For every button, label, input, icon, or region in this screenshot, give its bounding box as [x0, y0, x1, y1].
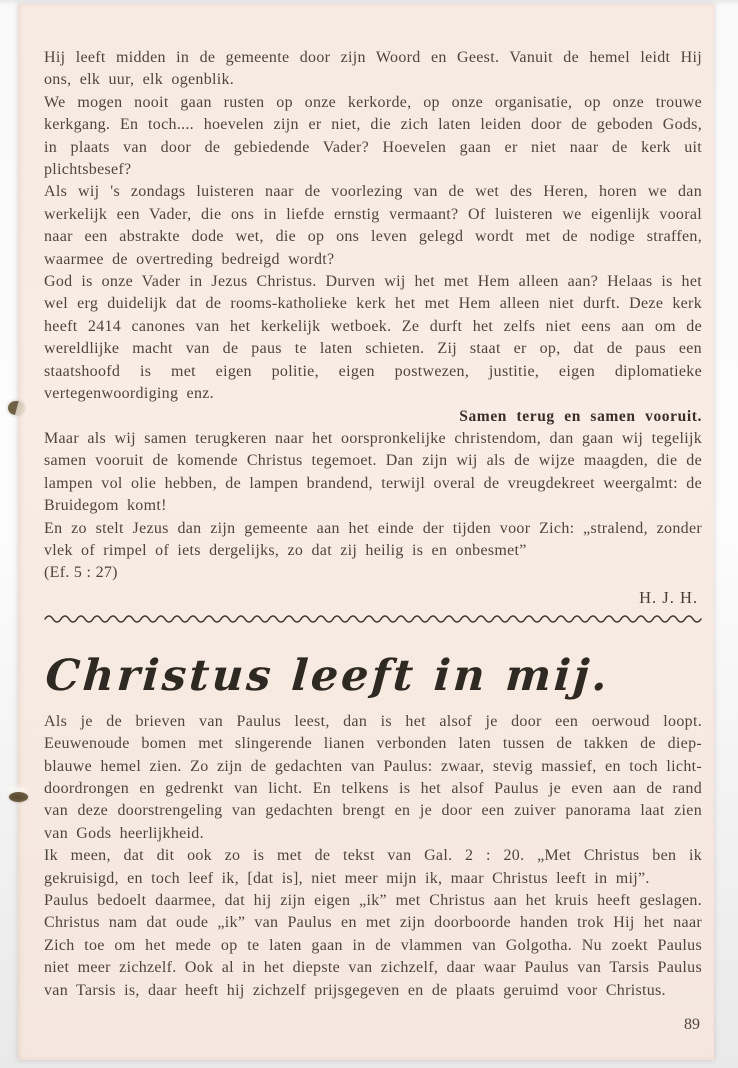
page-paper: [18, 4, 714, 1060]
paragraph-gemeente-1: Hij leeft midden in de gemeente door zijn Woord en Geest. Vanuit de hemel leidt Hij ons, elk uur, elk ogenblik.: [44, 49, 702, 89]
section-subheading: Samen terug en samen vooruit.: [459, 407, 702, 425]
paragraph-gemeente-4: God is onze Vader in Jezus Christus. Durven wij het met Hem alleen aan? Helaas is het wel erg duidelijk dat de rooms-katholieke kerk het met Hem alleen niet durft. Deze kerk heeft 2414 canones van het kerkelijk wetboek. Ze durft het zelfs niet eens aan om de wereldlijke macht van de paus te laten schieten. Zij staat er op, dat de paus een staatshoofd is met eigen politie, eigen postwezen, justitie, eigen diplomatieke vertegenwoordiging enz.: [44, 273, 702, 403]
article-title: Christus leeft in mij.: [43, 650, 612, 701]
paragraph-samen-1: Maar als wij samen terugkeren naar het oorspronkelijke christendom, dan gaan wij tegelijk samen vooruit de komende Christus tegemoet. Dan zijn wij als de wijze maagden, die de lampen vol olie hebben, de lampen brandend, terwijl overal de vreugdekreet weergalmt: de Bruidegom komt!: [44, 429, 702, 515]
wavy-divider-line: [44, 613, 702, 623]
ink-blot-mark-top: [8, 401, 24, 415]
scripture-reference: (Ef. 5 : 27): [44, 564, 118, 582]
paragraph-christus-1: Als je de brieven van Paulus leest, dan is het alsof je door een oerwoud loopt. Eeuwenoude bomen met slingerende lianen verbonden laten tussen de takken de diep-blauwe hemel zien. Zo zijn de gedachten van Paulus: zwaar, stevig massief, en toch licht-doordrongen en gedrenkt van licht. En telkens is het alsof Paulus je even aan de rand van deze doorstrengeling van gedachten brengt en je door een zuiver panorama laat zien van Gods heerlijkheid.: [44, 712, 702, 842]
page-content: [18, 4, 714, 1034]
page-number: 89: [684, 1016, 700, 1034]
paragraph-gemeente-3: Als wij 's zondags luisteren naar de voorlezing van de wet des Heren, horen we dan werkelijk een Vader, die ons in liefde ernstig vermaant? Of luisteren we eigenlijk vooral naar een abstrakte dode wet, die op ons leven gelegd wordt met de nodige straffen, waarmee de overtreding bedreigd wordt?: [44, 183, 702, 268]
paragraph-gemeente-2: We mogen nooit gaan rusten op onze kerkorde, op onze organisatie, op onze trouwe kerkgang. En toch.... hoevelen zijn er niet, die zich laten leiden door de geboden Gods, in plaats van door de gebiedende Vader? Hoevelen gaan er niet naar de kerk uit plichtsbesef?: [44, 93, 702, 179]
author-initials: H. J. H.: [639, 587, 698, 607]
paragraph-samen-2: En zo stelt Jezus dan zijn gemeente aan het einde der tijden voor Zich: „stralend, zonder vlek of rimpel of iets dergelijks, zo dat zij heilig is en onbesmet”: [44, 519, 702, 559]
paragraph-christus-3: Paulus bedoelt daarmee, dat hij zijn eigen „ik” met Christus aan het kruis heeft geslagen. Christus nam dat oude „ik” van Paulus en met zijn doorboorde handen trok Hij het naar Zich toe om het mede op te laten gaan in de vlammen van Golgotha. Nu zoekt Paulus niet meer zichzelf. Ook al in het diepste van zichzelf, daar waar Paulus van Tarsis Paulus van Tarsis is, daar heeft hij zichzelf prijsgegeven en de plaats geruimd voor Christus.: [44, 892, 702, 999]
paragraph-christus-2: Ik meen, dat dit ook zo is met de tekst van Gal. 2 : 20. „Met Christus ben ik gekruisigd, en toch leef ik, [dat is], niet meer mijn ik, maar Christus leeft in mij”.: [44, 847, 702, 887]
ink-blot-mark-bottom: [9, 792, 28, 802]
